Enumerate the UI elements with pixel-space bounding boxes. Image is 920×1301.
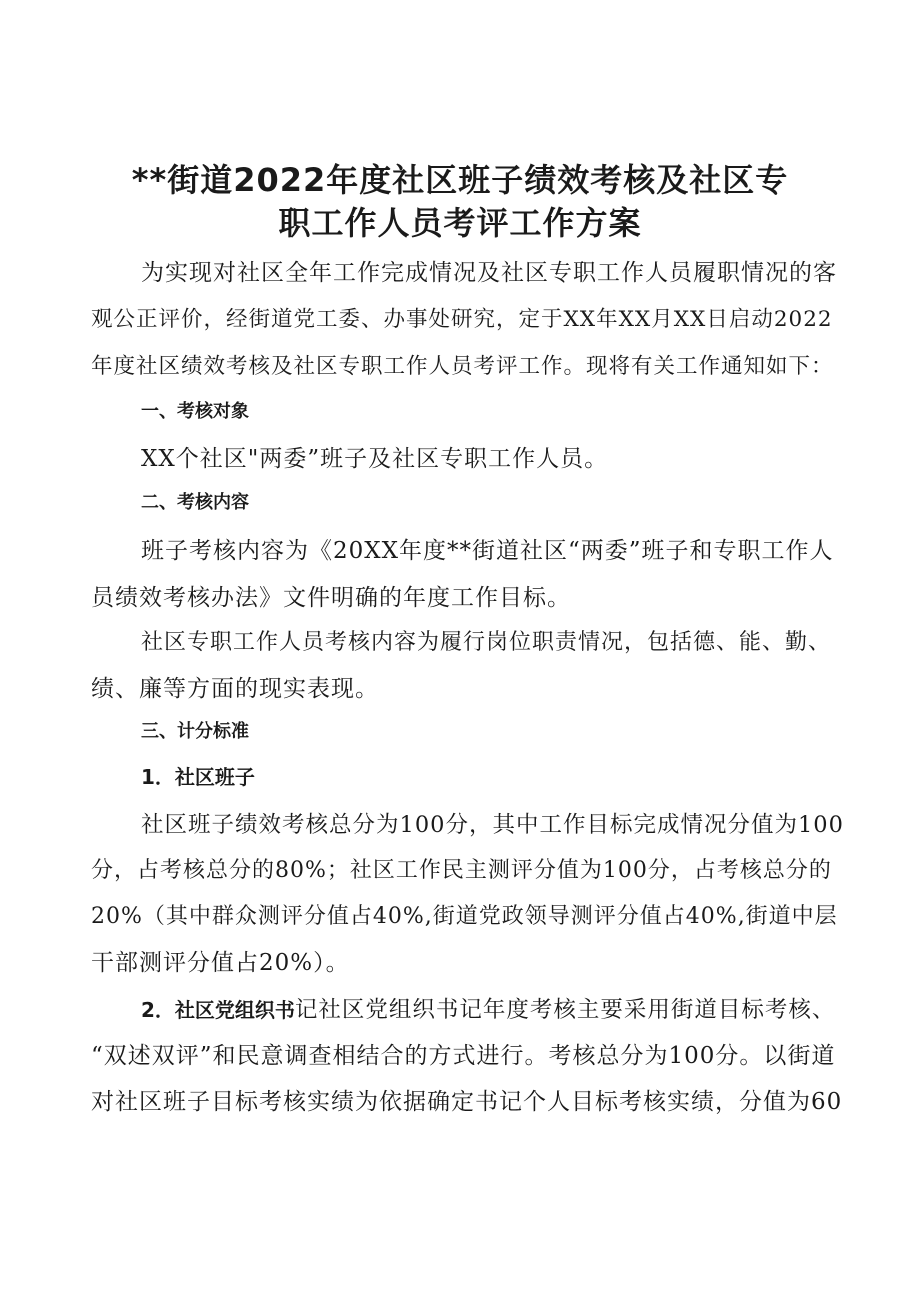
- section1-heading: 一、考核对象: [141, 401, 249, 422]
- section3-sub2-line1-text: 记社区党组织书记年度考核主要采用街道目标考核、: [294, 997, 836, 1023]
- section2-para2-line1: 社区专职工作人员考核内容为履行岗位职责情况，包括德、能、勤、: [141, 630, 832, 655]
- section3-sub1-line3: 20%（其中群众测评分值占40%,街道党政领导测评分值占40%,街道中层: [91, 904, 838, 929]
- section3-heading: 三、计分标准: [141, 721, 249, 742]
- section3-sub1-line1: 社区班子绩效考核总分为100分，其中工作目标完成情况分值为100: [141, 812, 844, 838]
- section3-sub2-line2: “双述双评”和民意调查相结合的方式进行。考核总分为100分。以街道: [91, 1043, 836, 1069]
- section2-para1-line1: 班子考核内容为《20XX年度**街道社区“两委”班子和专职工作人: [141, 538, 834, 564]
- section3-sub1-line2: 分，占考核总分的80%；社区工作民主测评分值为100分，占考核总分的: [91, 858, 832, 883]
- section3-sub1-line4: 干部测评分值占20%）。: [91, 950, 350, 976]
- document-title-line2: 职工作人员考评工作方案: [278, 204, 642, 242]
- section3-sub2-line1: [141, 995, 835, 1025]
- intro-line-2: 观公正评价，经街道党工委、办事处研究，定于XX年XX月XX日启动2022: [91, 307, 833, 332]
- section1-body: XX个社区"两委”班子及社区专职工作人员。: [141, 446, 609, 472]
- section3-sub1-heading: 1．社区班子: [141, 765, 255, 789]
- intro-line-1: 为实现对社区全年工作完成情况及社区专职工作人员履职情况的客: [141, 260, 837, 286]
- section2-heading: 二、考核内容: [141, 492, 249, 513]
- section2-para2-line2: 绩、廉等方面的现实表现。: [91, 676, 379, 702]
- intro-line-3: 年度社区绩效考核及社区专职工作人员考评工作。现将有关工作通知如下：: [91, 354, 834, 379]
- document-title-line1: **街道2022年度社区班子绩效考核及社区专: [131, 161, 789, 199]
- section3-sub2-line3: 对社区班子目标考核实绩为依据确定书记个人目标考核实绩，分值为60: [91, 1089, 843, 1115]
- section2-para1-line2: 员绩效考核办法》文件明确的年度工作目标。: [91, 585, 571, 611]
- section3-sub2-heading: 2．社区党组织书: [141, 998, 295, 1022]
